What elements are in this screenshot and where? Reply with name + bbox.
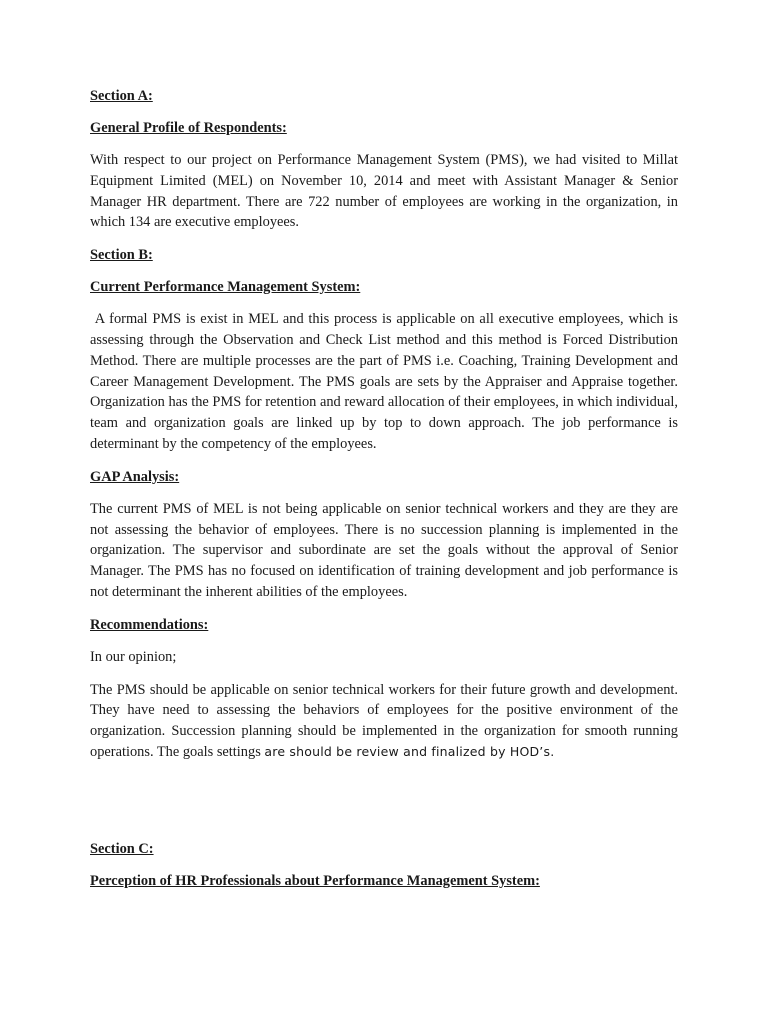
general-profile-paragraph: With respect to our project on Performance Management System (PMS), we had visited to Millat Equipment Limited (MEL) on November 10, 2014 and meet with Assistant Manager & Senior Manager HR department. There are 722 number of employees are working in the organization, in which 134 are executive employees. xyxy=(90,152,678,231)
recommendations-text: The PMS should be applicable on senior technical workers for their future growth and development. They have need to assessing the behaviors of employees for the positive environment of the organization. Succession planning should be implemented in the organization for smooth running operations. The goals settings xyxy=(90,681,678,760)
recommendations-paragraph xyxy=(90,680,678,763)
perception-heading: Perception of HR Professionals about Performance Management System: xyxy=(90,872,540,889)
spacer xyxy=(90,775,678,839)
general-profile-heading: General Profile of Respondents: xyxy=(90,120,287,136)
current-pms-heading: Current Performance Management System: xyxy=(90,279,361,296)
gap-analysis-paragraph: The current PMS of MEL is not being applicable on senior technical workers and they are they are not assessing the behavior of employees. There is no succession planning is implemented in the organization. The supervisor and subordinate are set the goals without the approval of Senior Manager. The PMS has no focused on identification of training development and job performance is not determinant the inherent abilities of the employees. xyxy=(90,500,678,600)
recommendations-text-tail: are should be review and finalized by HOD’s. xyxy=(264,743,555,759)
current-pms-paragraph: A formal PMS is exist in MEL and this process is applicable on all executive employees, which is assessing through the Observation and Check List method and this method is Forced Distribution Method. There are multiple processes are the part of PMS i.e. Coaching, Training Development and Career Management Development. The PMS goals are sets by the Appraiser and Appraise together. Organization has the PMS for retention and reward allocation of their employees, in which individual, team and organization goals are linked up by top to down approach. The job performance is determinant by the competency of the employees. xyxy=(90,311,682,452)
gap-analysis-heading: GAP Analysis: xyxy=(90,468,180,485)
opinion-line: In our opinion; xyxy=(90,648,177,665)
section-b-heading: Section B: xyxy=(90,247,153,264)
section-a-heading: Section A: xyxy=(90,88,153,104)
recommendations-heading: Recommendations: xyxy=(90,616,209,633)
section-c-heading: Section C: xyxy=(90,840,154,857)
document-page xyxy=(90,86,682,903)
